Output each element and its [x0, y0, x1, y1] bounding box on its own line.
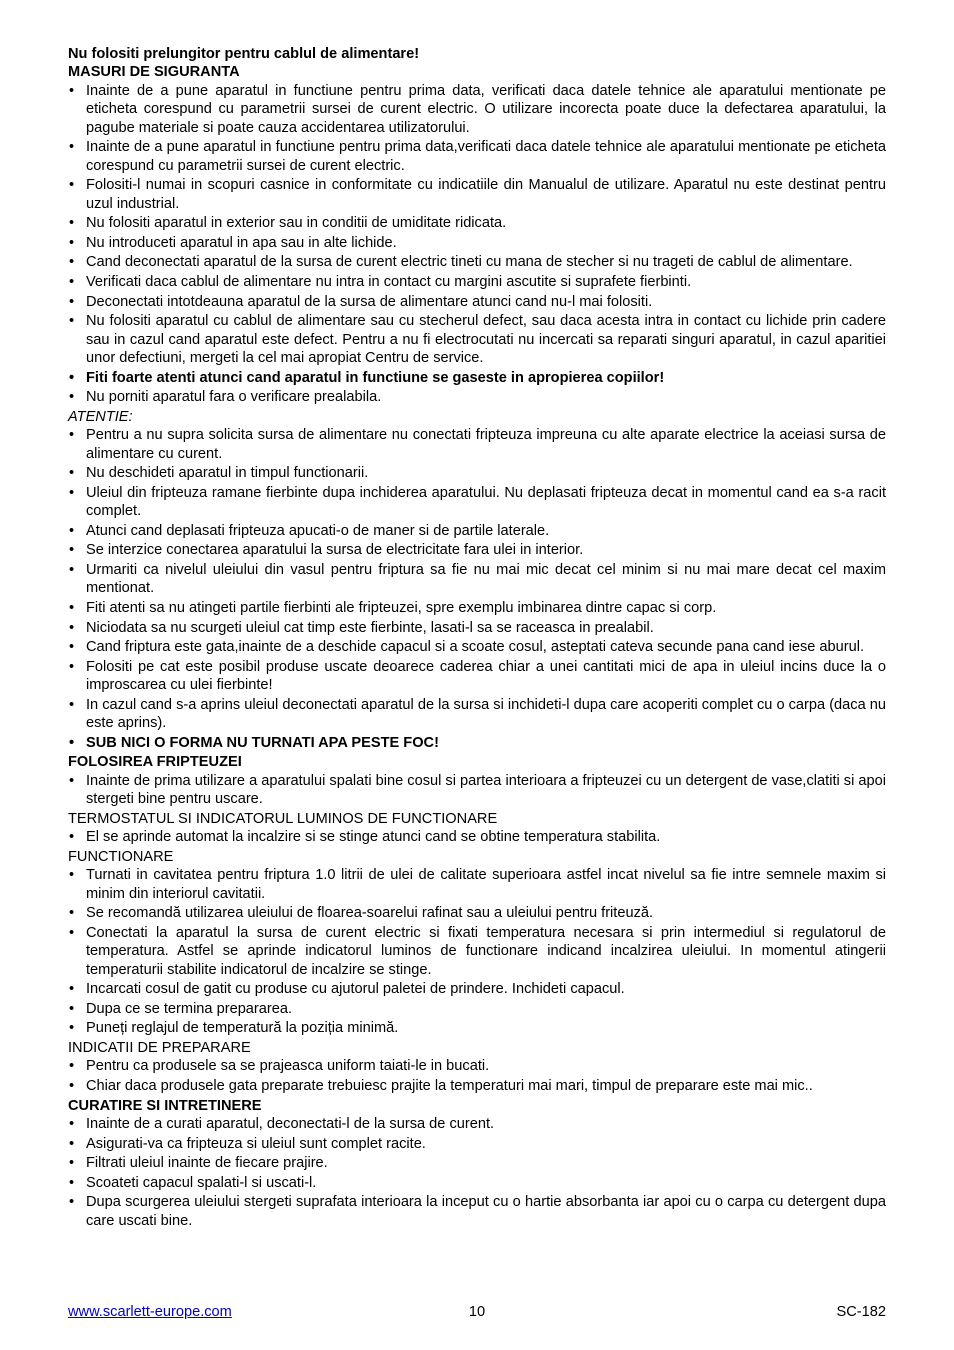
website-link[interactable]: www.scarlett-europe.com	[68, 1304, 232, 1320]
list-item: • Puneți reglajul de temperatură la poziția minimă.	[68, 1019, 886, 1037]
list-item: • Dupa scurgerea uleiului stergeti suprafata interioara la inceput cu o hartie absorbanta iar apoi cu o carpa cu detergent dupa care uscati bine.	[68, 1193, 886, 1230]
prep-list	[68, 1057, 886, 1095]
list-item: • Se recomandă utilizarea uleiului de floarea-soarelui rafinat sau a uleiului pentru friteuză.	[68, 904, 886, 922]
list-item: • Cand deconectati aparatul de la sursa de curent electric tineti cu mana de stecher si nu trageti de cablul de alimentare.	[68, 253, 886, 271]
operation-heading: FUNCTIONARE	[68, 848, 174, 865]
list-item-children-warning: • Fiti foarte atenti atunci cand aparatul in functiune se gaseste in apropierea copiilor!	[68, 369, 886, 387]
list-item: • Filtrati uleiul inainte de fiecare prajire.	[68, 1154, 886, 1172]
thermostat-heading: TERMOSTATUL SI INDICATORUL LUMINOS DE FUNCTIONARE	[68, 810, 498, 827]
list-item: • Pentru ca produsele sa se prajeasca uniform taiati-le in bucati.	[68, 1057, 886, 1075]
list-item: • Scoateti capacul spalati-l si uscati-l.	[68, 1174, 886, 1192]
page-footer	[68, 1304, 886, 1324]
page-number: 10	[468, 1304, 486, 1320]
model-number: SC-182	[836, 1304, 886, 1320]
safety-list	[68, 82, 886, 407]
list-item: • Inainte de a pune aparatul in functiune pentru prima data,verificati daca datele tehnice ale aparatului mentionate pe eticheta corespund cu parametrii sursei de curent electric.	[68, 138, 886, 175]
list-item: • Atunci cand deplasati fripteuza apucati-o de maner si de partile laterale.	[68, 522, 886, 540]
list-item: • Asigurati-va ca fripteuza si uleiul sunt complet racite.	[68, 1135, 886, 1153]
cable-warning: Nu folositi prelungitor pentru cablul de alimentare!	[68, 46, 420, 62]
list-item: • Nu porniti aparatul fara o verificare prealabila.	[68, 388, 886, 406]
list-item-fire-warning: • SUB NICI O FORMA NU TURNATI APA PESTE FOC!	[68, 734, 886, 752]
list-item: • Nu folositi aparatul in exterior sau in conditii de umiditate ridicata.	[68, 214, 886, 232]
list-item: • Inainte de prima utilizare a aparatului spalati bine cosul si partea interioara a fripteuzei cu un detergent de vase,clatiti si apoi stergeti bine pentru uscare.	[68, 772, 886, 809]
list-item: • Fiti atenti sa nu atingeti partile fierbinti ale fripteuzei, spre exemplu imbinarea dintre capac si corp.	[68, 599, 886, 617]
list-item: • Inainte de a curati aparatul, deconectati-l de la sursa de curent.	[68, 1115, 886, 1133]
safety-heading: MASURI DE SIGURANTA	[68, 64, 240, 81]
thermostat-list	[68, 828, 886, 846]
list-item: • Turnati in cavitatea pentru friptura 1.0 litrii de ulei de calitate superioara astfel incat nivelul sa fie intre semnele maxim si minim din interiorul cavitatii.	[68, 866, 886, 903]
list-item: • Folositi-l numai in scopuri casnice in conformitate cu indicatiile din Manualul de utilizare. Aparatul nu este destinat pentru uzul industrial.	[68, 176, 886, 213]
list-item: • Nu folositi aparatul cu cablul de alimentare sau cu stecherul defect, sau daca acesta intra in contact cu lichide prin cadere sau in cazul cand aparatul este defect. Pentru a nu fi electrocutati nu incercati sa reparati singuri aparatul, in cazul aparitiei unor defectiuni, mergeti la cel mai apropiat Centru de service.	[68, 312, 886, 367]
list-item: • Deconectati intotdeauna aparatul de la sursa de alimentare atunci cand nu-l mai folositi.	[68, 293, 886, 311]
usage-list	[68, 772, 886, 809]
list-item: • Nu introduceti aparatul in apa sau in alte lichide.	[68, 234, 886, 252]
attention-heading: ATENTIE:	[68, 408, 133, 425]
list-item: • Urmariti ca nivelul uleiului din vasul pentru friptura sa fie nu mai mic decat cel minim si nu mai mare decat cel maxim mentionat.	[68, 561, 886, 598]
list-item: • Pentru a nu supra solicita sursa de alimentare nu conectati fripteuza impreuna cu alte aparate electrice la aceiasi sursa de alimentare cu curent.	[68, 426, 886, 463]
list-item: • Chiar daca produsele gata preparate trebuiesc prajite la temperaturi mai mari, timpul de preparare este mai mic..	[68, 1077, 886, 1095]
list-item: • Nu deschideti aparatul in timpul functionarii.	[68, 464, 886, 482]
list-item: • Incarcati cosul de gatit cu produse cu ajutorul paletei de prindere. Inchideti capacul.	[68, 980, 886, 998]
list-item: • Cand friptura este gata,inainte de a deschide capacul si a scoate cosul, asteptati cateva secunde pana cand iese aburul.	[68, 638, 886, 656]
list-item: • Dupa ce se termina prepararea.	[68, 1000, 886, 1018]
document-body	[68, 45, 886, 1231]
cleaning-heading: CURATIRE SI INTRETINERE	[68, 1097, 262, 1114]
list-item: • Verificati daca cablul de alimentare nu intra in contact cu margini ascutite si suprafete fierbinti.	[68, 273, 886, 291]
list-item: • In cazul cand s-a aprins uleiul deconectati aparatul de la sursa si inchideti-l dupa care acoperiti complet cu o carpa (daca nu este aprins).	[68, 696, 886, 733]
list-item: • Folositi pe cat este posibil produse uscate deoarece caderea chiar a unei cantitati mici de apa in uleiul incins duce la o improscarea cu ulei fierbinte!	[68, 658, 886, 695]
list-item: • Se interzice conectarea aparatului la sursa de electricitate fara ulei in interior.	[68, 541, 886, 559]
list-item: • Niciodata sa nu scurgeti uleiul cat timp este fierbinte, lasati-l sa se raceasca in prealabil.	[68, 619, 886, 637]
operation-list	[68, 866, 886, 1038]
list-item: • Conectati la aparatul la sursa de curent electric si fixati temperatura necesara si prin intermediul si regulatorul de temperatura. Astfel se aprinde indicatorul luminos de functionare indicand incalzirea uleiului. In momentul atingerii temperaturii stabilite indicatorul de incalzire se stinge.	[68, 924, 886, 979]
attention-list	[68, 426, 886, 752]
list-item: • El se aprinde automat la incalzire si se stinge atunci cand se obtine temperatura stabilita.	[68, 828, 886, 846]
usage-heading: FOLOSIREA FRIPTEUZEI	[68, 754, 242, 771]
cleaning-list	[68, 1115, 886, 1230]
list-item: • Uleiul din fripteuza ramane fierbinte dupa inchiderea aparatului. Nu deplasati fripteuza decat in momentul cand ea s-a racit complet.	[68, 484, 886, 521]
prep-heading: INDICATII DE PREPARARE	[68, 1039, 251, 1056]
list-item: • Inainte de a pune aparatul in functiune pentru prima data, verificati daca datele tehnice ale aparatului mentionate pe eticheta corespund cu parametrii sursei de curent electric. O utilizare incorecta poate duce la defectarea aparatului, la pagube materiale si poate cauza accidentarea utilizatorului.	[68, 82, 886, 137]
